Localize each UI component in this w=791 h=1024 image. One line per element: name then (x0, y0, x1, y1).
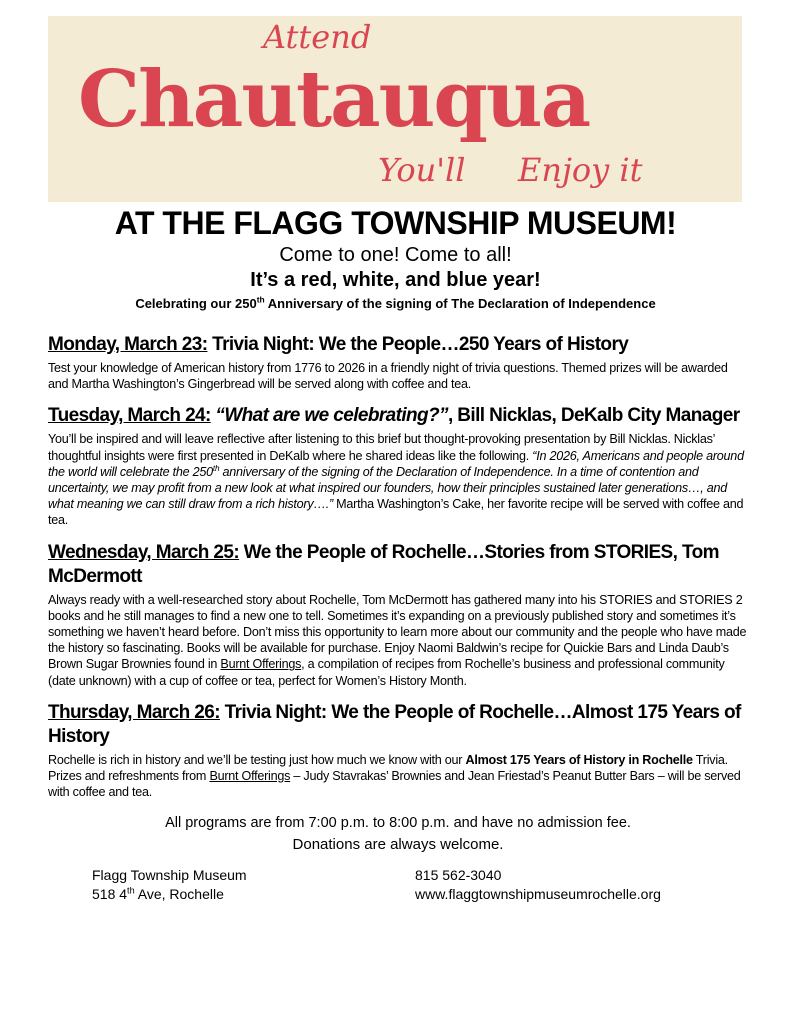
t: Ave, Rochelle (134, 886, 224, 903)
t: You’ll be inspired and will leave reflective after listening to this brief but thought-provoking presentation by Bill Nicklas. Nicklas’ thoughtful insights were first presented in DeKalb where he shared ideas like the following. (48, 432, 715, 463)
banner-youll: You'll (378, 151, 466, 189)
t: Always ready with a well-researched story about Rochelle, Tom McDermott has gathered many into his STORIES and STORIES 2 books and he still manages to find a new one to tell. Sometimes it’s expanding on a previously published story and sometimes it’s something we haven’t heard before. Don’t miss this opportunity to learn more about our community and the people who have made the history so fascinating. Books will be available for purchase. Enjoy Naomi Baldwin’s recipe for Quickie Bars and Linda Daub’s Brown Sugar Brownies found in (48, 592, 747, 672)
t: Anniversary of the signing of The Declaration of Independence (264, 296, 656, 311)
quote: “In 2026, Americans and people around the world will celebrate the 250 (48, 448, 744, 479)
events-list (48, 333, 748, 904)
phone-number: 815 562-3040 (415, 867, 502, 884)
event-title: Trivia Night: We the People of Rochelle…Almost 175 Years of History (48, 701, 741, 747)
event-title-italic: “What are we celebrating?” (210, 405, 448, 427)
event-heading (48, 701, 748, 749)
banner-attend: Attend (263, 18, 372, 56)
quote: anniversary of the signing of the Declaration of Independence. In a time of contention and uncertainty, we may profit from a new look at what inspired our founders, how their principles sustained later generations…, and what meaning we can still draw from a rich history….” (48, 464, 727, 512)
footer-contacts (48, 866, 748, 904)
event-title: We the People of Rochelle…Stories from STORIES, Tom McDermott (48, 541, 719, 587)
event-thursday (48, 701, 748, 801)
t: Almost 175 Years of History in Rochelle (465, 752, 693, 767)
book-title: Burnt Offerings (220, 657, 302, 672)
t: Martha Washington’s Cake, her favorite recipe will be served with coffee and tea. (48, 497, 744, 528)
subtitle-3 (0, 296, 791, 312)
banner-chautauqua: Chautauqua (78, 54, 590, 145)
event-date: Wednesday, March 25: (48, 541, 240, 563)
programs-note: All programs are from 7:00 p.m. to 8:00 p.m. and have no admission fee. (165, 815, 631, 832)
event-date: Monday, March 23: (48, 334, 208, 355)
t: th (127, 885, 135, 896)
event-heading (48, 333, 748, 357)
t: , a compilation of recipes from Rochelle’s business and professional community (date unknown) with a cup of coffee or tea, perfect for Women’s History Month. (48, 657, 725, 688)
t: th (256, 294, 265, 305)
subtitle-1: Come to one! Come to all! (279, 244, 512, 266)
t: 518 4 (92, 886, 128, 903)
t: Rochelle is rich in history and we’ll be testing just how much we know with our (48, 752, 466, 767)
event-description (48, 592, 748, 689)
t: Trivia. Prizes and refreshments from (48, 752, 728, 784)
museum-name: Flagg Township Museum (92, 867, 247, 884)
event-description (48, 431, 748, 528)
book-title: Burnt Offerings (209, 769, 291, 784)
subtitle-2: It’s a red, white, and blue year! (250, 269, 541, 291)
event-description (48, 752, 748, 801)
chautauqua-banner (48, 16, 742, 202)
street-address (92, 885, 415, 904)
event-wednesday (48, 541, 748, 689)
museum-address (48, 866, 415, 904)
event-heading (48, 541, 748, 589)
event-heading (48, 404, 748, 428)
event-description: Test your knowledge of American history from 1776 to 2026 in a friendly night of trivia questions. Themed prizes will be awarded and Martha Washington’s Gingerbread will be served along with coffee and tea. (48, 361, 728, 392)
banner-enjoy: Enjoy it (518, 151, 643, 189)
event-title: Trivia Night: We the People…250 Years of History (207, 334, 629, 355)
t: – Judy Stavrakas’ Brownies and Jean Friestad’s Peanut Butter Bars – will be served with coffee and tea. (48, 769, 741, 800)
event-title: , Bill Nicklas, DeKalb City Manager (447, 405, 740, 427)
contact-info (415, 866, 661, 904)
event-date: Tuesday, March 24: (48, 405, 211, 427)
main-title: AT THE FLAGG TOWNSHIP MUSEUM! (114, 205, 677, 241)
event-monday (48, 333, 748, 392)
t: th (212, 463, 220, 473)
event-tuesday (48, 404, 748, 528)
website-link[interactable]: www.flaggtownshipmuseumrochelle.org (415, 886, 661, 903)
t: Celebrating our 250 (135, 296, 257, 311)
donations-note: Donations are always welcome. (292, 836, 504, 854)
event-date: Thursday, March 26: (48, 701, 220, 723)
